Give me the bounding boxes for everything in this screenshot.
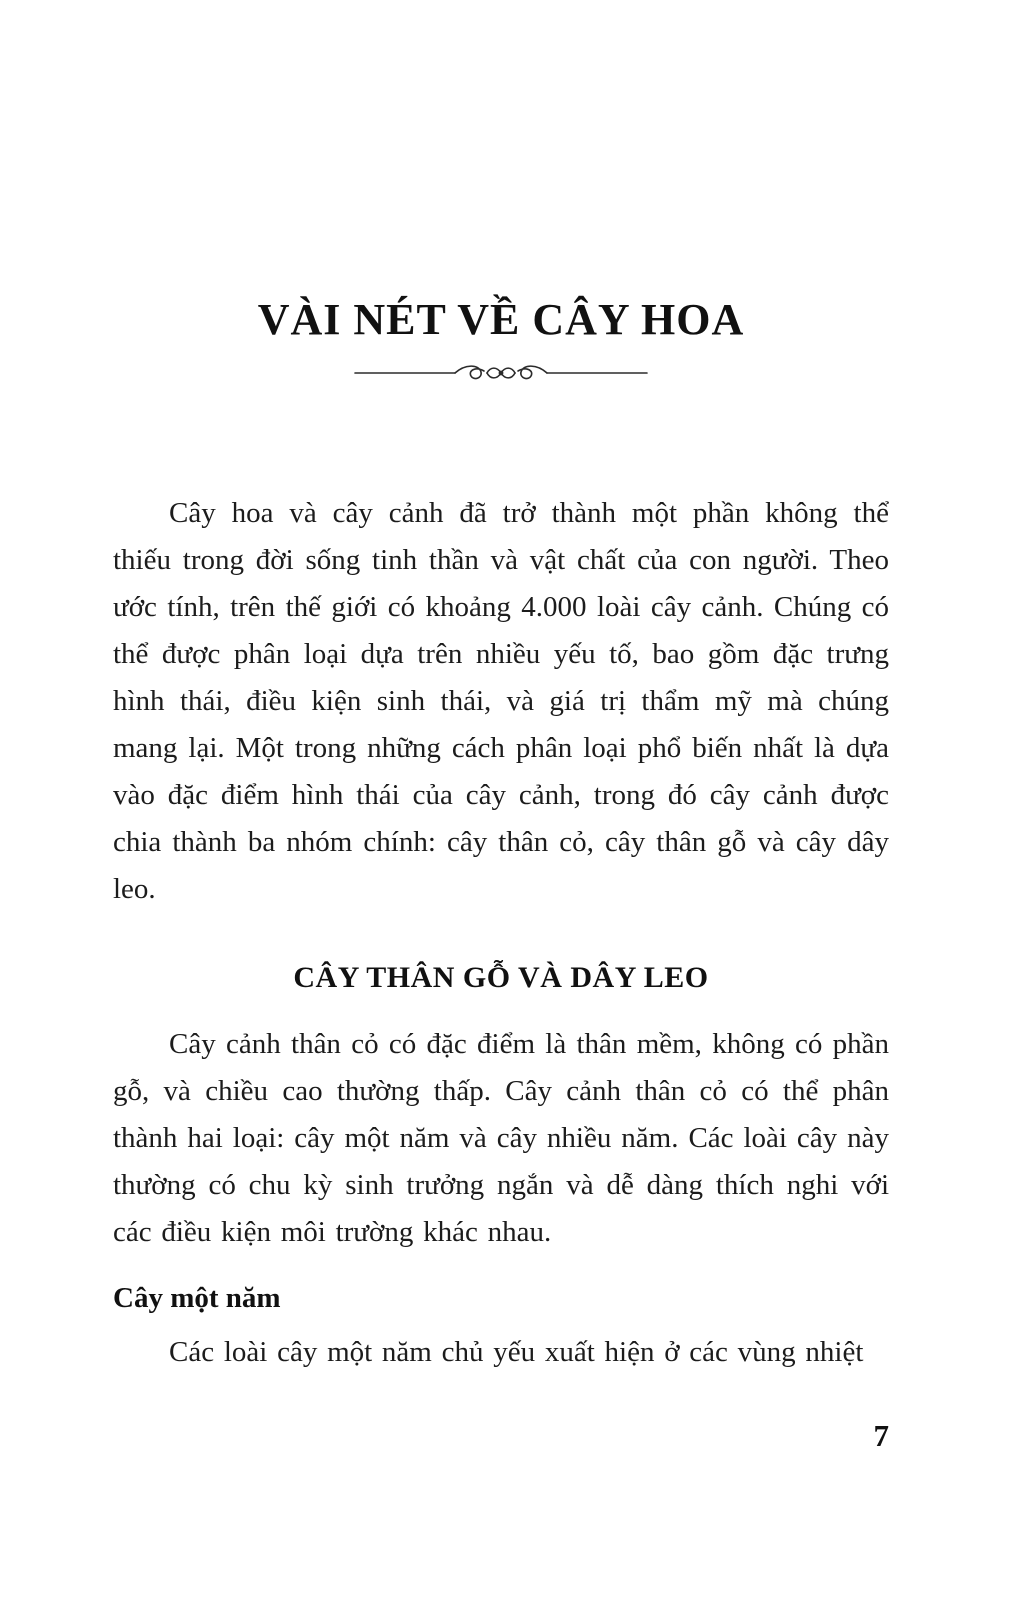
section-heading: CÂY THÂN GỖ VÀ DÂY LEO [293, 961, 709, 995]
page-title: VÀI NÉT VỀ CÂY HOA [257, 295, 745, 344]
page-number: 7 [873, 1418, 889, 1453]
intro-paragraph: Cây hoa và cây cảnh đã trở thành một phần không thể thiếu trong đời sống tinh thần và vật chất của con người. Theo ước tính, trên thế giới có khoảng 4.000 loài cây cảnh. Chúng có thể được phân loại dựa trên nhiều yếu tố, bao gồm đặc trưng hình thái, điều kiện sinh thái, và giá trị thẩm mỹ mà chúng mang lại. Một trong những cách phân loại phổ biến nhất là dựa vào đặc điểm hình thái của cây cảnh, trong đó cây cảnh được chia thành ba nhóm chính: cây thân cỏ, cây thân gỗ và cây dây leo. [113, 497, 889, 906]
text-column [113, 0, 889, 1376]
flourish-icon [351, 360, 651, 386]
subheading: Cây một năm [113, 1281, 281, 1314]
section-paragraph: Cây cảnh thân cỏ có đặc điểm là thân mềm, không có phần gỗ, và chiều cao thường thấp. Cây cảnh thân cỏ có thể phân thành hai loại: cây một năm và cây nhiều năm. Các loài cây này thường có chu kỳ sinh trưởng ngắn và dễ dàng thích nghi với các điều kiện môi trường khác nhau. [113, 1028, 889, 1248]
ornamental-divider [351, 360, 651, 386]
subheading-paragraph: Các loài cây một năm chủ yếu xuất hiện ở các vùng nhiệt [169, 1335, 864, 1368]
